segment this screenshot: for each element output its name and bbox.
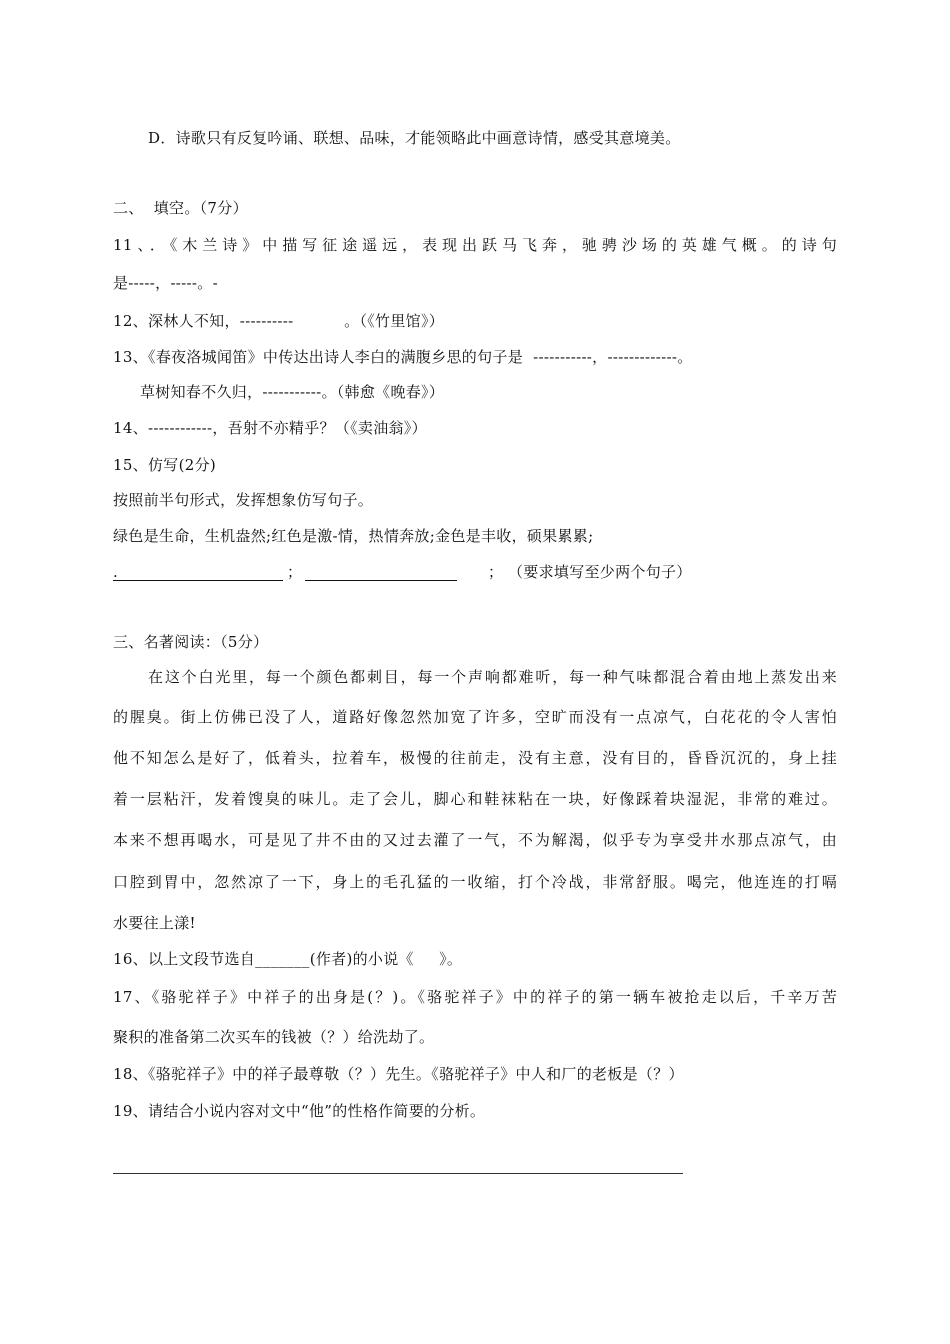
option-d: D．诗歌只有反复吟诵、联想、品味，才能领略此中画意诗情，感受其意境美。	[148, 129, 681, 147]
section-2-title: 二、 填空。（7分）	[113, 199, 248, 217]
answer-line-q19[interactable]	[113, 1173, 683, 1174]
question-12: 12、深林人不知，---------- 。（《竹里馆》）	[113, 312, 445, 330]
question-15-blank-dot: .	[113, 563, 119, 581]
passage-line-2: 的腥臭。街上仿佛已没了人，道路好像忽然加宽了许多，空旷而没有一点凉气，白花花的令人害怕	[113, 708, 837, 726]
semicolon-1: ；	[287, 563, 303, 581]
question-15-example: 绿色是生命，生机盎然;红色是激-情，热情奔放;金色是丰收，硕果累累;	[113, 527, 594, 545]
question-18: 18、《骆驼祥子》中的祥子最尊敬（？）先生。《骆驼祥子》中人和厂的老板是（？）	[113, 1065, 684, 1083]
question-15-instruction: 按照前半句形式，发挥想象仿写句子。	[113, 491, 374, 509]
question-15-requirement: （要求填写至少两个句子）	[508, 563, 692, 581]
passage-line-4: 着一层粘汗，发着馊臭的味儿。走了会儿，脚心和鞋袜粘在一块，好像踩着块湿泥，非常的难过。	[113, 790, 837, 808]
semicolon-2: ；	[488, 563, 504, 581]
question-17-line-1: 17、《骆驼祥子》中祥子的出身是(？)。《骆驼祥子》中的祥子的第一辆车被抢走以后，千辛万苦	[113, 988, 837, 1006]
passage-line-3: 他不知怎么是好了，低着头，拉着车，极慢的往前走，没有主意，没有目的，昏昏沉沉的，身上挂	[113, 749, 837, 767]
passage-line-7: 水要往上漾!	[113, 914, 196, 932]
passage-line-1: 在这个白光里，每一个颜色都刺目，每一个声响都难听，每一种气味都混合着由地上蒸发出来	[148, 668, 837, 686]
question-13-line-2: 草树知春不久归，-----------。（韩愈《晚春》）	[140, 383, 445, 401]
question-17-line-2: 聚积的准备第二次买车的钱被（？）给洗劫了。	[113, 1028, 435, 1046]
passage-line-6: 口腔到胃中，忽然凉了一下，身上的毛孔猛的一收缩，打个冷战，非常舒服。喝完，他连连的打嗝	[113, 873, 837, 891]
question-16: 16、以上文段节选自_______(作者)的小说《 》。	[113, 950, 463, 968]
answer-blank-1[interactable]	[113, 580, 283, 581]
question-11-line-2: 是-----，-----。-	[113, 274, 218, 292]
question-14: 14、------------，吾射不亦精乎？（《卖油翁》）	[113, 419, 427, 437]
answer-blank-2[interactable]	[305, 580, 457, 581]
question-13-line-1: 13、《春夜洛城闻笛》中传达出诗人李白的满腹乡思的句子是 -----------，-------------。	[113, 348, 693, 366]
question-15: 15、仿写(2分)	[113, 456, 217, 474]
passage-line-5: 本来不想再喝水，可是见了井不由的又过去灌了一气，不为解渴，似乎专为享受井水那点凉气，由	[113, 831, 837, 849]
question-19: 19、请结合小说内容对文中“他”的性格作简要的分析。	[113, 1102, 486, 1120]
section-3-title: 三、名著阅读：（5分）	[113, 633, 269, 651]
question-11-line-1: 11、．《木兰诗》中描写征途遥远，表现出跃马飞奔，驰骋沙场的英雄气概。的诗句	[113, 236, 837, 254]
